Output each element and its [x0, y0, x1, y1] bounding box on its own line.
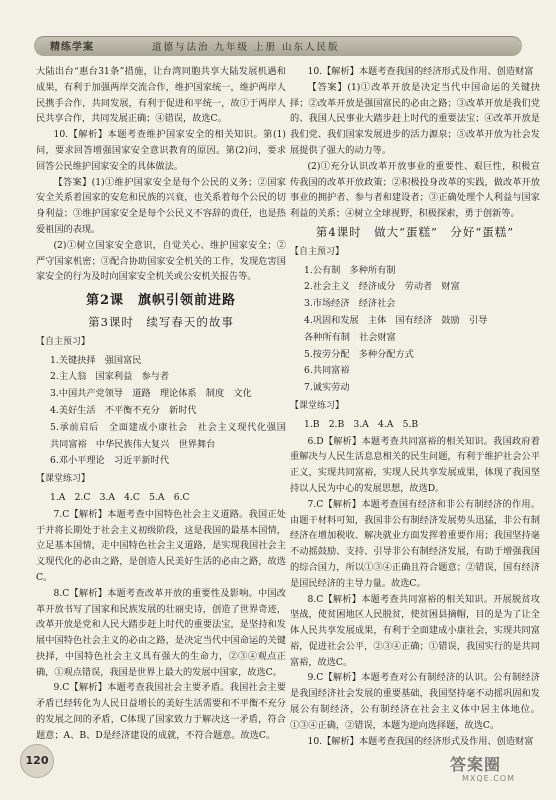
question-10-explanation: 10.【解析】本题考查我国的经济形式及作用、创造财富 [307, 66, 534, 77]
multiple-choice-answers: 1.A 2.C 3.A 4.C 5.A 6.C [50, 491, 190, 503]
answer-10-part-1: 【答案】(1)①维护国家安全是每个公民的义务；②国家安全关系着国家的安危和民族的兴衰，也关系着每个公民的切身利益；③维护国家安全是每个公民义不容辞的责任，也是热爱祖国的表现。 [36, 176, 286, 235]
left-column [36, 64, 296, 744]
list-item: 3.市场经济 经济社会 [304, 298, 396, 310]
self-study-list [36, 353, 296, 471]
list-item: 2.社会主义 经济成分 劳动者 财富 [304, 281, 460, 293]
practice-list [36, 490, 286, 507]
question-6: 6.D【解析】本题考查共同富裕的相关知识。我国政府着重解决与人民生活息息相关的民生问题，有利于维护社会公平正义，实现共同富裕，实现人民共享发展成果，体现了我国坚持以人民为中心的发展思想，故选D。 [290, 435, 540, 494]
question-7: 7.C【解析】本题考查中国特色社会主义道路。我国正处于并将长期处于社会主义初级阶段，这是我国的最基本国情，立足基本国情，走中国特色社会主义道路，是实现我国社会主义现代化的必由之路，是创造人民美好生活的必由之路，故选C。 [36, 508, 286, 583]
question-10-explanation: 10.【解析】本题考查我国的经济形式及作用、创造财富 [307, 735, 534, 747]
list-item: 6.共同富裕 [304, 365, 350, 377]
watermark-url: MXQE.COM [462, 774, 516, 783]
header-subject: 道德与法治 九年级 上册 山东人民版 [152, 42, 340, 53]
list-item: 5.承前启后 全面建成小康社会 社会主义现代化强国 共同富裕 中华民族伟大复兴 世界舞台 [50, 421, 296, 450]
page-number: 120 [20, 744, 54, 778]
multiple-choice-answers: 1.B 2.B 3.A 4.A 5.B [304, 418, 419, 430]
practice-tag: 【课堂练习】 [290, 400, 345, 411]
list-item: 1.关键抉择 强国富民 [50, 354, 142, 366]
list-item: 5.按劳分配 多种分配方式 [304, 348, 414, 360]
list-item: 7.诚实劳动 [304, 382, 350, 394]
list-item: 4.美好生活 不平衡不充分 新时代 [50, 404, 197, 416]
self-study-tag: 【自主预习】 [290, 246, 345, 257]
question-10-explanation: 10.【解析】本题考查维护国家安全的相关知识。第(1)问，要求回答增强国家安全意识教育的原因。第(2)问，要求回答公民维护国家安全的具体做法。 [36, 129, 286, 172]
self-study-tag: 【自主预习】 [36, 336, 91, 347]
list-item: 各种所有制 社会财富 [304, 331, 396, 343]
practice-list [290, 417, 540, 434]
header-series-title: 精练学案 [50, 42, 94, 53]
lesson-title: 第4课时 做大“蛋糕” 分好“蛋糕” [315, 224, 515, 239]
answer-10-part-1: 【答案】(1)①改革开放是决定当代中国命运的关键抉择；②改革开放是强国富民的必由之路；③改革开放是我们党的、我国人民事业大踏步赶上时代的重要法宝；④改革开放是我们党、我们国家发展进步的活力源泉；⑤改革开放为社会发展提供了强大的动力等。 [290, 81, 540, 156]
paragraph: 大陆出台“惠台31条”措施，让台湾同胞共享大陆发展机遇和成果，有利于加强两岸交流合作，维护国家统一，维护两岸人民携手合作，共同发展，有利于促进和平统一，故①于两岸人民共享合作，共同发展正确；④错误，故选C。 [36, 66, 286, 125]
practice-tag: 【课堂练习】 [36, 474, 91, 485]
list-item: 4.巩固和发展 主体 国有经济 鼓励 引导 [304, 314, 488, 326]
question-8: 8.C【解析】本题考查改革开放的重要性及影响。中国改革开放书写了国家和民族发展的壮丽史诗，创造了世界奇迹，改革开放是党和人民大踏步赶上时代的重要法宝，是坚持和发展中国特色社会主义的必由之路，是决定当代中国命运的关键抉择，中国特色社会主义具有强大的生命力，②③④观点正确，①观点错误，我国是世界上最大的发展中国家，故选C。 [36, 587, 286, 678]
list-item: 1.公有制 多种所有制 [304, 264, 396, 276]
self-study-list [290, 263, 540, 397]
section-title: 第2课 旗帜引领前进路 [85, 293, 237, 309]
question-8: 8.C【解析】本题考查共同富裕的相关知识。开展脱贫攻坚战，使贫困地区人民脱贫，使贫困县摘帽，目的是为了让全体人民共享发展成果，有利于全面建成小康社会，实现共同富裕，促进社会公平，②③④正确；①错误，我国实行的是共同富裕，故选C。 [290, 593, 540, 668]
right-column [290, 64, 540, 749]
question-9: 9.C【解析】本题考查我国社会主要矛盾。我国社会主要矛盾已经转化为人民日益增长的美好生活需要和不平衡不充分的发展之间的矛盾，C体现了国家致力于解决这一矛盾，符合题意；A、B、D是经济建设的成就，不符合题意。故选C。 [36, 682, 286, 741]
list-item: 6.邓小平理论 习近平新时代 [50, 455, 170, 467]
question-7: 7.C【解析】本题考查国有经济和非公有制经济的作用。由题干材料可知，我国非公有制经济发展势头迅猛，非公有制经济在增加税收、解决就业方面发挥着重要作用；我国坚持毫不动摇鼓励、支持、引导非公有制经济发展，有助于增强我国的综合国力，所以①③④正确且符合题意；②错误，国有经济是国民经济的主导力量。故选C。 [290, 498, 540, 589]
question-9: 9.C【解析】本题考查对公有制经济的认识。公有制经济是我国经济社会发展的重要基础，我国坚持毫不动摇巩固和发展公有制经济，公有制经济在社会主义体中居主体地位。①③④正确，②错误，本题为逆向选择题，故选C。 [290, 672, 540, 731]
answer-10-part-2: (2)①树立国家安全意识，自觉关心、维护国家安全；②严守国家机密；③配合协助国家安全机关的工作，发现危害国家安全的行为及时向国家安全机关或公安机关报告等。 [36, 239, 286, 283]
answer-10-part-2: (2)①充分认识改革开放事业的重要性、艰巨性，积极宣传我国的改革开放政策；②积极投身改革的实践，做改革开放事业的拥护者、参与者和建设者；③正确处理个人利益与国家利益的关系；④树立全球视野，积极探索，勇于创新等。 [290, 160, 540, 220]
page-header [34, 36, 522, 58]
list-item: 3.中国共产党领导 道路 理论体系 制度 文化 [50, 388, 252, 400]
watermark-logo: 答案圈 [450, 755, 502, 774]
lesson-title: 第3课时 续写春天的故事 [88, 314, 234, 329]
list-item: 2.主人翁 国家利益 参与者 [50, 371, 170, 383]
